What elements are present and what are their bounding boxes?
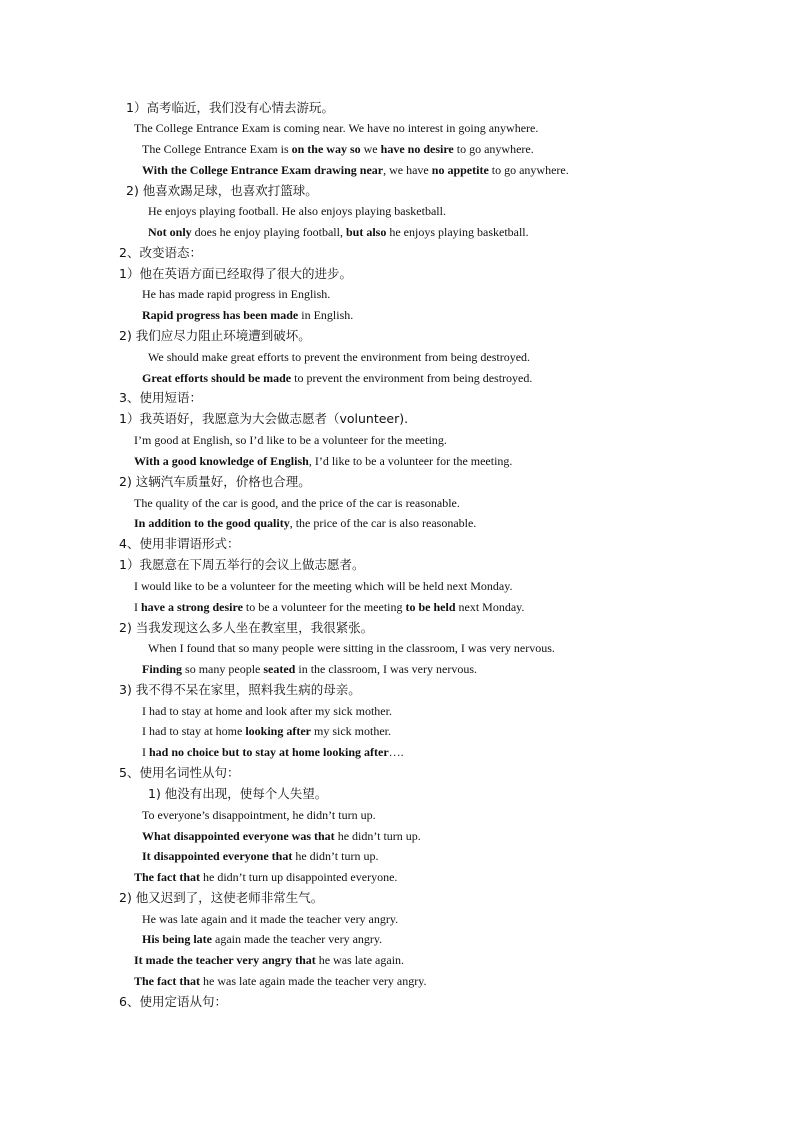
heading-line — [126, 183, 318, 199]
text-segment: in the classroom, I was very nervous. — [295, 662, 477, 676]
text-line — [134, 869, 397, 885]
text-segment: 6、使用定语从句： — [119, 994, 227, 1009]
text-line — [142, 744, 404, 760]
text-line — [134, 515, 476, 531]
text-line — [142, 807, 376, 823]
text-segment: We should make great efforts to prevent the environment from being destroyed. — [148, 350, 531, 364]
text-segment: 2) 我们应尽力阻止环境遭到破坏。 — [119, 328, 311, 343]
text-segment: The quality of the car is good, and the price of the car is reasonable. — [134, 496, 460, 510]
bold-phrase: In addition to the good quality — [134, 516, 290, 530]
text-line — [148, 224, 529, 240]
text-segment: He has made rapid progress in English. — [142, 287, 331, 301]
bold-phrase: His being late — [142, 932, 213, 946]
text-segment: 1）高考临近，我们没有心情去游玩。 — [126, 100, 334, 115]
text-segment: he was late again. — [315, 953, 405, 967]
text-line — [142, 162, 569, 178]
heading-line — [148, 786, 327, 802]
bold-phrase: so — [349, 142, 361, 156]
text-segment: we — [360, 142, 381, 156]
text-segment: to go anywhere. — [488, 163, 569, 177]
text-line — [142, 141, 534, 157]
text-segment: my sick mother. — [310, 724, 391, 738]
text-segment: next Monday. — [455, 600, 525, 614]
heading-line — [126, 100, 334, 116]
text-line — [148, 640, 555, 656]
text-line — [134, 453, 512, 469]
bold-phrase: to be held — [405, 600, 456, 614]
text-segment: When I found that so many people were sitting in the classroom, I was very nervous. — [148, 641, 555, 655]
text-line — [134, 599, 524, 615]
heading-line — [119, 474, 311, 490]
text-line — [142, 307, 353, 323]
text-segment: in English. — [298, 308, 354, 322]
bold-phrase: It made the teacher very angry that — [134, 953, 316, 967]
text-segment: The College Entrance Exam is coming near. We have no interest in going anywhere. — [134, 121, 539, 135]
bold-phrase: but also — [345, 225, 387, 239]
bold-phrase: With the College Entrance Exam drawing near — [142, 163, 384, 177]
text-segment: he was late again made the teacher very angry. — [200, 974, 427, 988]
text-segment: I — [134, 600, 141, 614]
text-segment: 2) 他又迟到了，这使老师非常生气。 — [119, 890, 324, 905]
bold-phrase: had no choice but to stay at home looking after — [149, 745, 389, 759]
text-segment: I — [142, 745, 149, 759]
heading-line — [119, 328, 311, 344]
text-segment: 1) 他没有出现，使每个人失望。 — [148, 786, 328, 801]
bold-phrase: looking after — [245, 724, 311, 738]
bold-phrase: Rapid progress has been made — [142, 308, 299, 322]
heading-line — [119, 682, 361, 698]
bold-phrase: seated — [263, 662, 296, 676]
bold-phrase: have a strong desire — [141, 600, 243, 614]
text-segment: 1）我愿意在下周五举行的会议上做志愿者。 — [119, 557, 365, 572]
text-line — [142, 911, 398, 927]
bold-phrase: The fact that — [134, 870, 200, 884]
text-line — [142, 703, 392, 719]
bold-phrase: Not only — [148, 225, 192, 239]
text-segment: he didn’t turn up. — [334, 829, 421, 843]
heading-line — [119, 994, 227, 1010]
bold-phrase: Great efforts should be made — [142, 371, 292, 385]
text-segment: to be a volunteer for the meeting — [242, 600, 406, 614]
text-segment: He enjoys playing football. He also enjoys playing basketball. — [148, 204, 446, 218]
text-segment: 4、使用非谓语形式： — [119, 536, 240, 551]
heading-line — [119, 765, 239, 781]
text-segment: 3、使用短语： — [119, 390, 202, 405]
text-segment: to prevent the environment from being destroyed. — [291, 371, 533, 385]
bold-phrase: The fact that — [134, 974, 200, 988]
text-segment: I’m good at English, so I’d like to be a volunteer for the meeting. — [134, 433, 447, 447]
text-segment: so many people — [182, 662, 264, 676]
bold-phrase: With a good knowledge of English — [134, 454, 309, 468]
bold-phrase: on the way — [291, 142, 347, 156]
text-line — [142, 661, 477, 677]
text-segment: To everyone’s disappointment, he didn’t turn up. — [142, 808, 376, 822]
text-line — [134, 973, 426, 989]
heading-line — [119, 245, 202, 261]
bold-phrase: no appetite — [431, 163, 489, 177]
text-segment: I had to stay at home and look after my sick mother. — [142, 704, 392, 718]
heading-line — [119, 536, 239, 552]
text-segment: does he enjoy playing football, — [191, 225, 346, 239]
heading-line — [119, 266, 352, 282]
heading-line — [119, 890, 323, 906]
text-segment: He was late again and it made the teacher very angry. — [142, 912, 399, 926]
text-segment: 1）他在英语方面已经取得了很大的进步。 — [119, 266, 352, 281]
text-segment: he didn’t turn up disappointed everyone. — [200, 870, 398, 884]
text-line — [148, 349, 530, 365]
text-segment: 2) 这辆汽车质量好，价格也合理。 — [119, 474, 311, 489]
text-segment: …. — [388, 745, 404, 759]
text-line — [134, 578, 512, 594]
text-segment: 3) 我不得不呆在家里，照料我生病的母亲。 — [119, 682, 361, 697]
text-line — [134, 432, 447, 448]
heading-line — [119, 411, 408, 427]
heading-line — [119, 620, 373, 636]
text-segment: 5、使用名词性从句： — [119, 765, 240, 780]
text-segment: he didn’t turn up. — [292, 849, 379, 863]
heading-line — [119, 557, 364, 573]
text-segment: I would like to be a volunteer for the meeting which will be held next Monday. — [134, 579, 513, 593]
text-line — [142, 286, 330, 302]
text-line — [148, 203, 446, 219]
text-segment: 1）我英语好，我愿意为大会做志愿者（volunteer). — [119, 411, 409, 426]
text-line — [142, 370, 532, 386]
text-segment: , we have — [383, 163, 432, 177]
bold-phrase: It disappointed everyone that — [142, 849, 293, 863]
text-segment: , the price of the car is also reasonable. — [289, 516, 477, 530]
text-line — [134, 495, 460, 511]
text-segment: , I’d like to be a volunteer for the meeting. — [308, 454, 513, 468]
text-segment: again made the teacher very angry. — [212, 932, 383, 946]
text-segment: The College Entrance Exam is — [142, 142, 292, 156]
text-line — [142, 848, 378, 864]
bold-phrase: What disappointed everyone was that — [142, 829, 335, 843]
text-segment: to go anywhere. — [453, 142, 534, 156]
text-segment: 2) 他喜欢踢足球，也喜欢打篮球。 — [126, 183, 318, 198]
bold-phrase: have no desire — [380, 142, 454, 156]
text-segment: I had to stay at home — [142, 724, 246, 738]
text-line — [134, 120, 538, 136]
text-segment: he enjoys playing basketball. — [386, 225, 529, 239]
text-line — [142, 931, 382, 947]
text-segment: 2) 当我发现这么多人坐在教室里，我很紧张。 — [119, 620, 374, 635]
text-line — [142, 828, 421, 844]
text-segment: 2、改变语态： — [119, 245, 202, 260]
text-line — [134, 952, 404, 968]
heading-line — [119, 390, 202, 406]
bold-phrase: Finding — [142, 662, 183, 676]
text-line — [142, 723, 391, 739]
